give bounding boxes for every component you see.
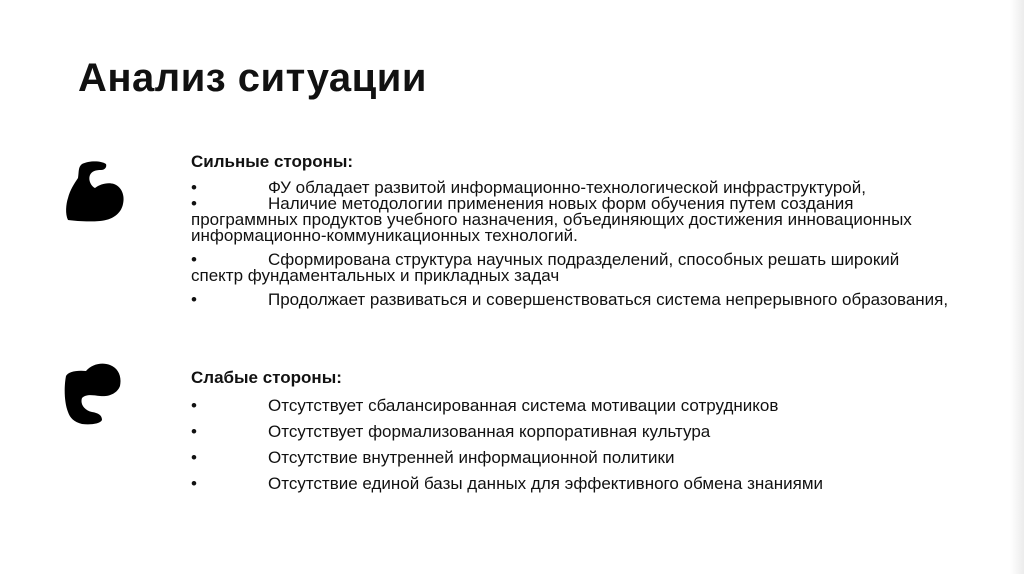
strengths-section	[191, 151, 951, 308]
list-item-text: Продолжает развиваться и совершенствоваться система непрерывного образования,	[268, 290, 949, 309]
list-item-text: Отсутствует формализованная корпоративная культура	[268, 422, 711, 441]
bullet: •	[191, 194, 197, 213]
bullet: •	[191, 396, 197, 415]
list-item	[191, 422, 951, 441]
list-item-text: Отсутствие внутренней информационной политики	[268, 448, 675, 467]
list-item-text: Отсутствие единой базы данных для эффективного обмена знаниями	[268, 474, 823, 493]
bullet: •	[191, 250, 197, 269]
slide-title: Анализ ситуации	[78, 56, 427, 100]
list-item	[191, 196, 951, 244]
weaknesses-heading: Слабые стороны:	[191, 368, 342, 387]
strengths-heading: Сильные стороны:	[191, 152, 354, 171]
weak-arm-icon	[62, 360, 124, 426]
weaknesses-section	[191, 367, 951, 493]
list-item	[191, 292, 951, 308]
list-item-text: Наличие методологии применения новых форм обучения путем создания программных продуктов учебного назначения, объединяющих достижения инновационных информационно-коммуникационных технологий.	[191, 194, 912, 245]
weaknesses-list	[191, 396, 951, 493]
bullet: •	[191, 290, 197, 309]
bullet: •	[191, 422, 197, 441]
flexed-arm-icon	[62, 158, 126, 224]
bullet: •	[191, 448, 197, 467]
list-item	[191, 252, 951, 284]
list-item-text: Сформирована структура научных подразделений, способных решать широкий спектр фундаментальных и прикладных задач	[191, 250, 900, 285]
list-item	[191, 474, 951, 493]
list-item-text: Отсутствует сбалансированная система мотивации сотрудников	[268, 396, 779, 415]
bullet: •	[191, 474, 197, 493]
list-item	[191, 396, 951, 415]
list-item	[191, 448, 951, 467]
slide-edge-shadow	[1010, 0, 1024, 574]
bullet: •	[191, 178, 197, 197]
strengths-list	[191, 180, 951, 308]
list-item-text: ФУ обладает развитой информационно-технологической инфраструктурой,	[268, 178, 866, 197]
